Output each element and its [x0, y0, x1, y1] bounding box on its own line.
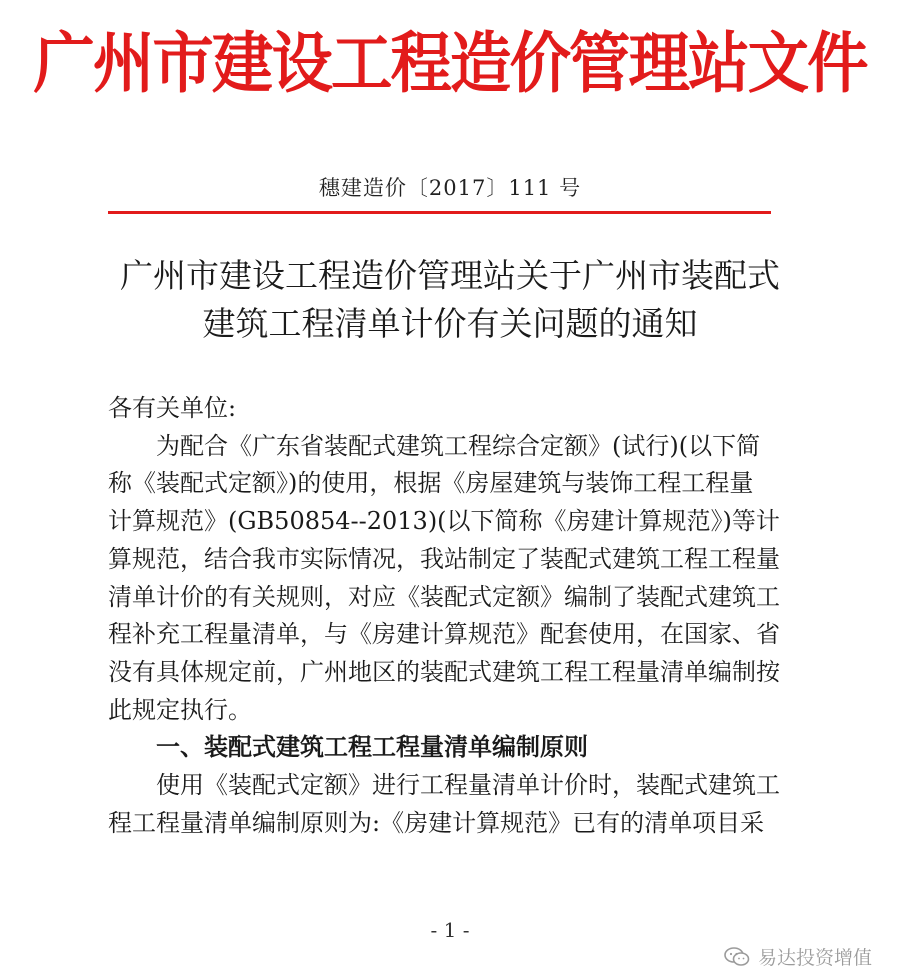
paragraph-line: 计算规范》(GB50854--2013)(以下简称《房建计算规范》)等计 [108, 507, 780, 536]
document-number: 穗建造价〔2017〕111 号 [318, 176, 582, 200]
title-line-2: 建筑工程清单计价有关问题的通知 [202, 304, 698, 343]
title-line-1: 广州市建设工程造价管理站关于广州市装配式 [120, 256, 780, 295]
paragraph-line: 称《装配式定额》)的使用，根据《房屋建筑与装饰工程工程量 [108, 469, 754, 498]
wechat-icon [724, 947, 750, 967]
paragraph-line: 没有具体规定前，广州地区的装配式建筑工程工程量清单编制按 [108, 657, 780, 686]
page-number: - 1 - [430, 918, 470, 942]
paragraph-line: 使用《装配式定额》进行工程量清单计价时，装配式建筑工 [156, 771, 780, 800]
paragraph-line: 此规定执行。 [108, 695, 252, 724]
watermark-text: 易达投资增值 [757, 947, 872, 969]
paragraph-line: 为配合《广东省装配式建筑工程综合定额》(试行)(以下简 [156, 431, 761, 460]
salutation: 各有关单位: [108, 394, 237, 422]
paragraph-line: 算规范，结合我市实际情况，我站制定了装配式建筑工程工程量 [108, 544, 780, 573]
paragraph-line: 程工程量清单编制原则为:《房建计算规范》已有的清单项目采 [108, 808, 765, 837]
paragraph-line: 清单计价的有关规则，对应《装配式定额》编制了装配式建筑工 [108, 582, 780, 611]
section-heading: 一、装配式建筑工程工程量清单编制原则 [156, 733, 588, 762]
document-title [60, 252, 840, 348]
red-divider-line [108, 211, 771, 214]
paragraph-line: 程补充工程量清单，与《房建计算规范》配套使用，在国家、省 [108, 620, 780, 649]
document-masthead: 广州市建设工程造价管理站文件 [33, 25, 867, 102]
document-body [108, 390, 798, 842]
